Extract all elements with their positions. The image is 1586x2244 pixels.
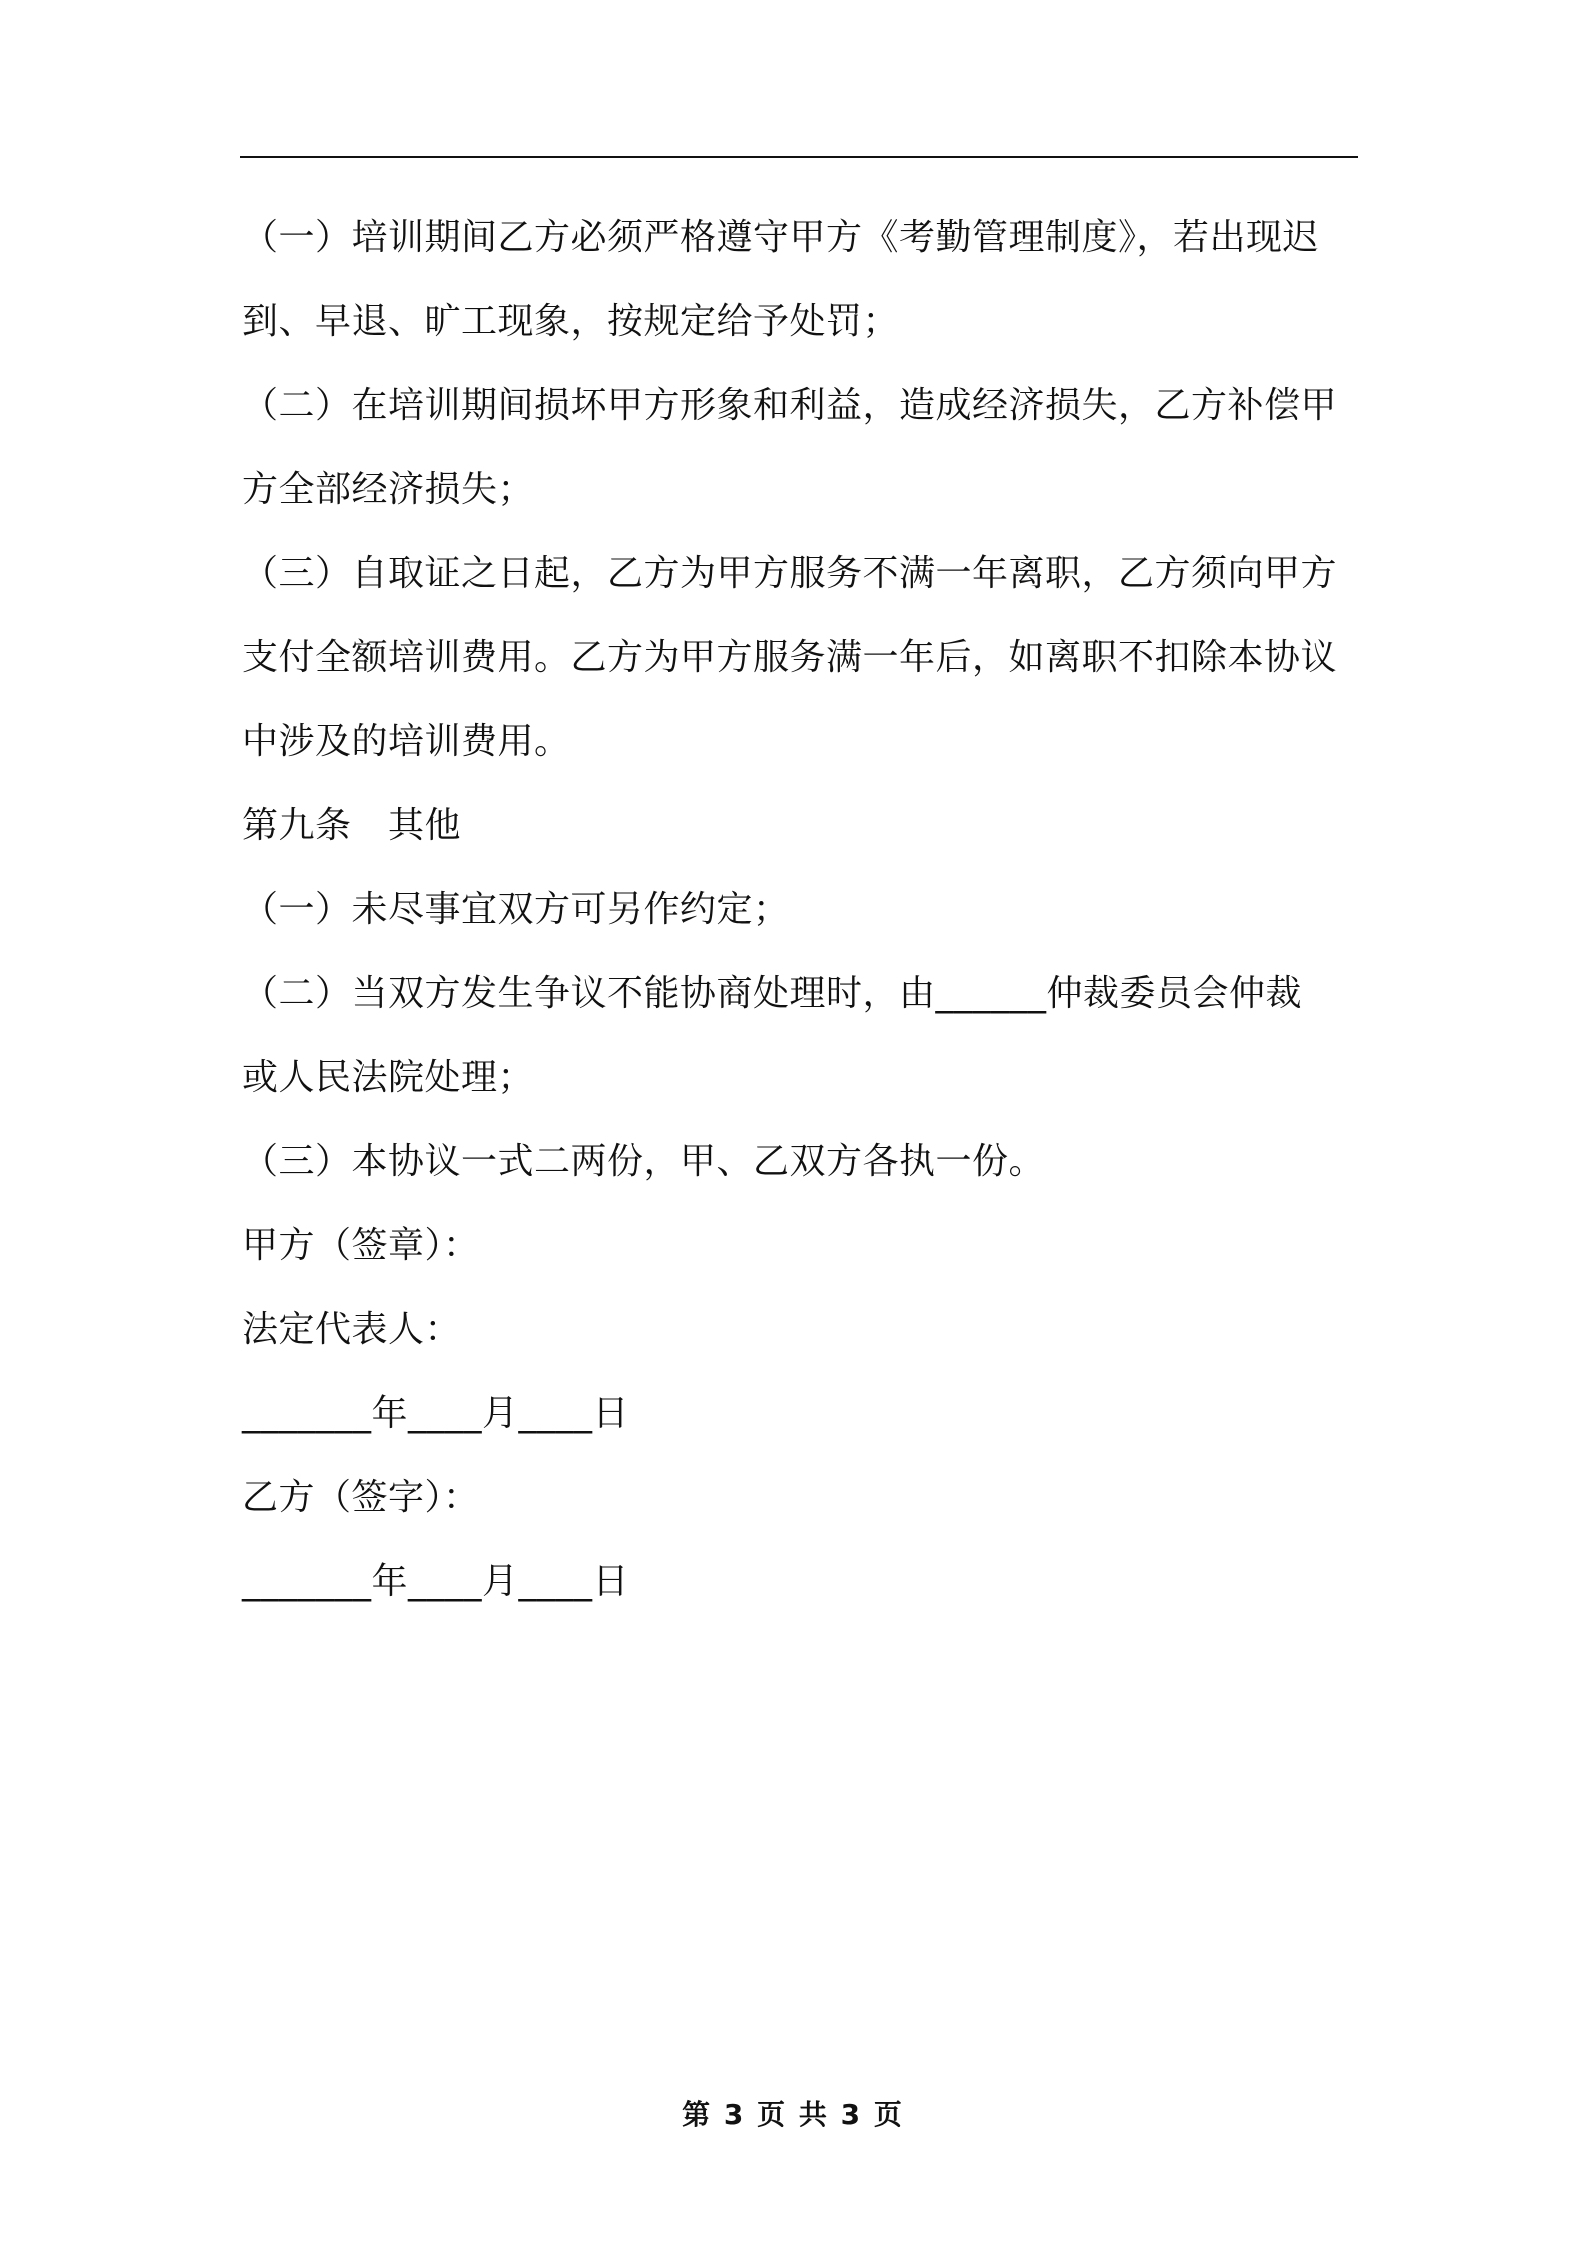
clause-8-item-2-line-1: （二）在培训期间损坏甲方形象和利益，造成经济损失，乙方补偿甲	[242, 385, 1338, 426]
clause-8-item-3-line-1: （三）自取证之日起，乙方为甲方服务不满一年离职，乙方须向甲方	[242, 553, 1338, 594]
clause-9-item-3: （三）本协议一式二两份，甲、乙双方各执一份。	[242, 1141, 1046, 1182]
clause-8-item-1-line-1: （一）培训期间乙方必须严格遵守甲方《考勤管理制度》，若出现迟	[242, 217, 1320, 258]
clause-9-item-2-line-1: （二）当双方发生争议不能协商处理时，由______仲裁委员会仲裁	[242, 973, 1303, 1014]
party-b-date-line: _______年____月____日	[242, 1561, 630, 1602]
header-rule	[240, 156, 1358, 158]
clause-9-item-2-line-2: 或人民法院处理；	[242, 1057, 535, 1098]
clause-9-item-1: （一）未尽事宜双方可另作约定；	[242, 889, 790, 930]
clause-8-item-3-line-3: 中涉及的培训费用。	[242, 721, 571, 762]
party-b-signature-label: 乙方（签字）：	[242, 1477, 480, 1518]
clause-8-item-1-line-2: 到、早退、旷工现象，按规定给予处罚；	[242, 301, 900, 342]
clause-8-item-3-line-2: 支付全额培训费用。乙方为甲方服务满一年后，如离职不扣除本协议	[242, 637, 1338, 678]
page-number: 第 3 页 共 3 页	[682, 2098, 904, 2131]
party-a-date-line: _______年____月____日	[242, 1393, 630, 1434]
clause-8-item-2-line-2: 方全部经济损失；	[242, 469, 535, 510]
legal-representative-label: 法定代表人：	[242, 1309, 462, 1350]
party-a-signature-label: 甲方（签章）：	[242, 1225, 480, 1266]
document-body	[242, 196, 1358, 1624]
article-9-heading: 第九条 其他	[242, 805, 462, 846]
